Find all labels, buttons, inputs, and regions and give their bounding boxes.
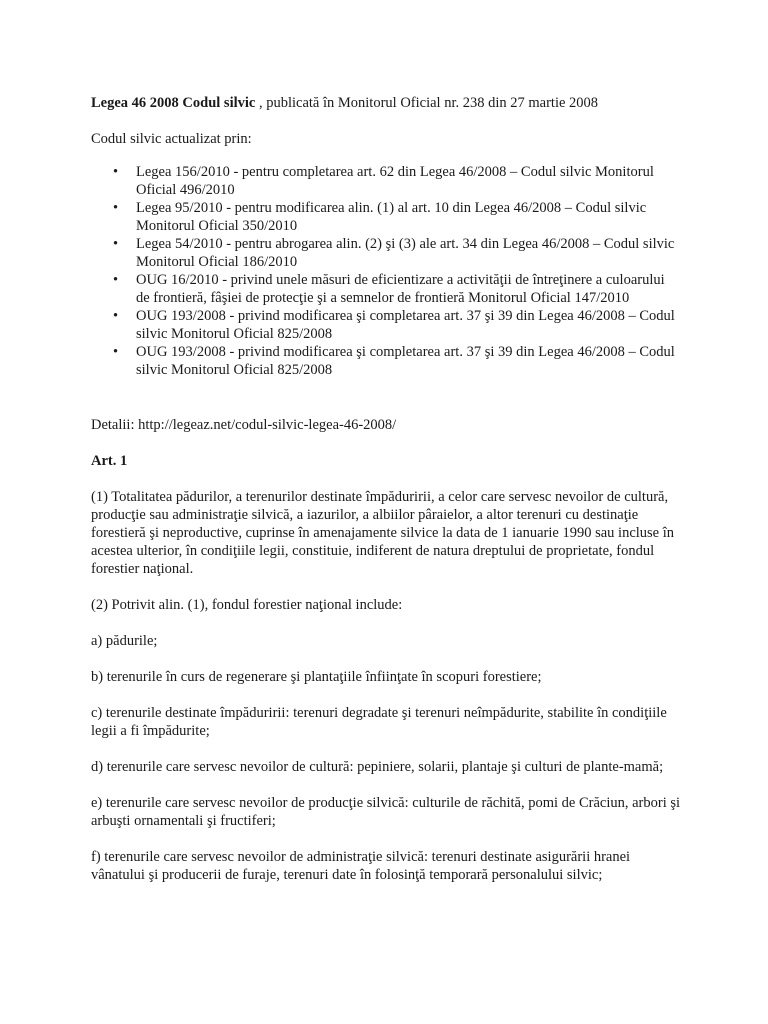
list-item <box>113 271 681 307</box>
amendments-list <box>91 163 681 379</box>
article-paragraph: e) terenurile care servesc nevoilor de producţie silvică: culturile de răchită, pomi de Crăciun, arbori şi arbuşti ornamentali şi fructiferi; <box>91 795 681 829</box>
article-paragraph: a) pădurile; <box>91 633 158 649</box>
document-title <box>91 94 681 112</box>
list-item <box>113 163 681 199</box>
document-page <box>91 84 681 884</box>
list-item <box>113 235 681 271</box>
article-body <box>91 488 681 884</box>
bullet-icon: • <box>113 236 119 252</box>
bullet-icon: • <box>113 200 119 216</box>
bullet-icon: • <box>113 272 119 288</box>
article-paragraph: c) terenurile destinate împăduririi: terenuri degradate şi terenuri neîmpădurite, stabilite în condiţiile legii a fi împădurite; <box>91 705 667 739</box>
article-heading: Art. 1 <box>91 453 128 469</box>
amendment-text: OUG 193/2008 - privind modificarea şi completarea art. 37 şi 39 din Legea 46/2008 – Codul silvic Monitorul Oficial 825/2008 <box>136 344 675 378</box>
article-paragraph: (1) Totalitatea pădurilor, a terenurilor destinate împăduririi, a celor care servesc nevoilor de cultură, producţie sau administraţie silvică, a iazurilor, a albiilor pâraielor, a altor terenuri cu destinaţie forestieră şi neproductive, cuprinse în amenajamente silvice la data de 1 ianuarie 1990 sau incluse în acestea ulterior, în condiţiile legii, constituie, indiferent de natura dreptului de proprietate, fondul forestier naţional. <box>91 489 675 577</box>
amendment-text: OUG 16/2010 - privind unele măsuri de eficientizare a activităţii de întreţinere a culoarului de frontieră, fâşiei de protecţie şi a semnelor de frontieră Monitorul Oficial 147/2010 <box>136 272 665 306</box>
law-title: Legea 46 2008 Codul silvic <box>91 95 256 111</box>
article-paragraph: b) terenurile în curs de regenerare şi plantaţiile înfiinţate în scopuri forestiere; <box>91 669 542 685</box>
list-item <box>113 343 681 379</box>
bullet-icon: • <box>113 164 119 180</box>
article-paragraph: (2) Potrivit alin. (1), fondul forestier naţional include: <box>91 597 403 613</box>
bullet-icon: • <box>113 344 119 360</box>
list-item <box>113 307 681 343</box>
article-paragraph: d) terenurile care servesc nevoilor de cultură: pepiniere, solarii, plantaje şi culturi de plante-mamă; <box>91 759 664 775</box>
amendment-text: Legea 54/2010 - pentru abrogarea alin. (2) şi (3) ale art. 34 din Legea 46/2008 – Codul silvic Monitorul Oficial 186/2010 <box>136 236 675 270</box>
updated-by-intro: Codul silvic actualizat prin: <box>91 131 252 147</box>
details-link[interactable]: Detalii: http://legeaz.net/codul-silvic-legea-46-2008/ <box>91 417 397 433</box>
amendment-text: Legea 156/2010 - pentru completarea art. 62 din Legea 46/2008 – Codul silvic Monitorul Oficial 496/2010 <box>136 164 654 198</box>
amendment-text: OUG 193/2008 - privind modificarea şi completarea art. 37 şi 39 din Legea 46/2008 – Codul silvic Monitorul Oficial 825/2008 <box>136 308 675 342</box>
bullet-icon: • <box>113 308 119 324</box>
article-paragraph: f) terenurile care servesc nevoilor de administraţie silvică: terenuri destinate asigurării hranei vânatului şi producerii de furaje, terenuri date în folosinţă temporară personalului silvic; <box>91 849 631 883</box>
amendment-text: Legea 95/2010 - pentru modificarea alin. (1) al art. 10 din Legea 46/2008 – Codul silvic Monitorul Oficial 350/2010 <box>136 200 647 234</box>
publication-info: , publicată în Monitorul Oficial nr. 238 din 27 martie 2008 <box>255 95 599 111</box>
list-item <box>113 199 681 235</box>
